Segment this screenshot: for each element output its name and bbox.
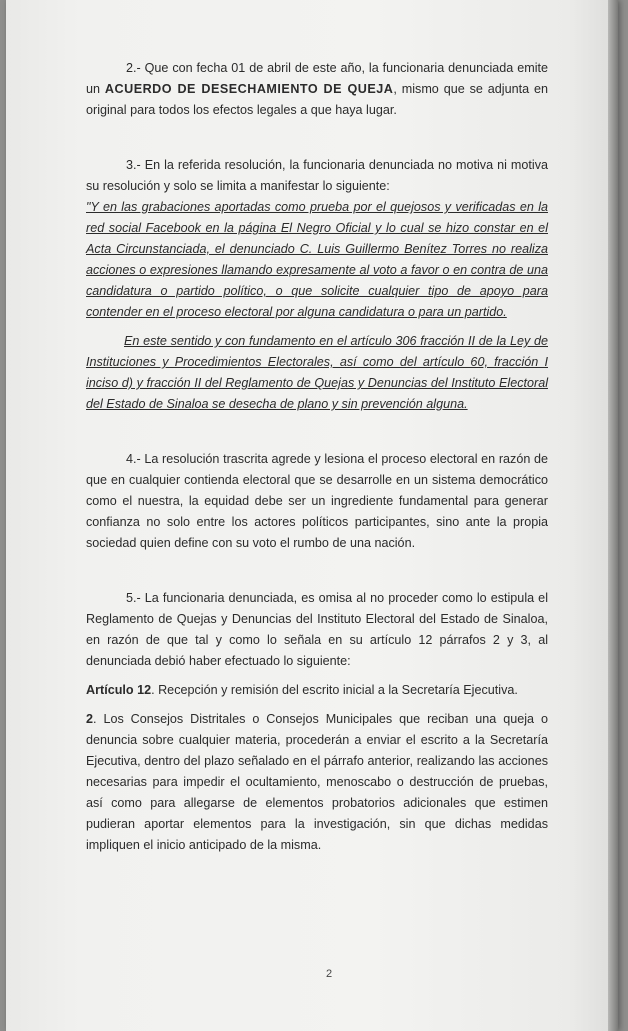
quote-paragraph-2: En este sentido y con fundamento en el artículo 306 fracción II de la Ley de Instituciones y Procedimientos Electorales, así como del artículo 60, fracción I inciso d) y fracción II del Reglamento de Quejas y Denuncias del Instituto Electoral del Estado de Sinaloa se desecha de plano y sin prevención alguna. — [86, 334, 548, 411]
article-heading: Artículo 12. Recepción y remisión del escrito inicial a la Secretaría Ejecutiva. — [86, 683, 518, 697]
document-page — [6, 0, 618, 1031]
page-number: 2 — [326, 968, 333, 980]
document-body — [86, 58, 548, 856]
paragraph-2: 2.- Que con fecha 01 de abril de este año, la funcionaria denunciada emite un ACUERDO DE DESECHAMIENTO DE QUEJA, mismo que se adjunta en original para todos los efectos legales a que haya lugar. — [86, 61, 549, 117]
bold-phrase: ACUERDO DE DESECHAMIENTO DE QUEJA — [104, 82, 394, 96]
paragraph-5: 5.- La funcionaria denunciada, es omisa al no proceder como lo estipula el Reglamento de Quejas y Denuncias del Instituto Electoral del Estado de Sinaloa, en razón de que tal y como lo señala en su artículo 12 párrafos 2 y 3, al denunciada debió haber efectuado lo siguiente: — [86, 591, 548, 668]
page-edge-shadow — [608, 0, 618, 1031]
article-paragraph-2: 2. Los Consejos Distritales o Consejos Municipales que reciban una queja o denuncia sobre cualquier materia, procederán a enviar el escrito a la Secretaría Ejecutiva, dentro del plazo señalado en el párrafo anterior, realizando las acciones necesarias para impedir el ocultamiento, menoscabo o destrucción de pruebas, así como para allegarse de elementos probatorios adicionales que estimen pudieran aportar elementos para la investigación, sin que dichas medidas impliquen el inicio anticipado de la misma. — [86, 712, 548, 852]
paragraph-3: 3.- En la referida resolución, la funcionaria denunciada no motiva ni motiva su resolución y solo se limita a manifestar lo siguiente: — [86, 158, 548, 193]
quote-paragraph-1: "Y en las grabaciones aportadas como prueba por el quejosos y verificadas en la red social Facebook en la página El Negro Oficial y lo cual se hizo constar en el Acta Circunstanciada, el denunciado C. Luis Guillermo Benítez Torres no realiza acciones o expresiones llamando expresamente al voto a favor o en contra de una candidatura o partido político, o que solicite cualquier tipo de apoyo para contender en el proceso electoral por alguna candidatura o para un partido. — [86, 200, 548, 319]
paragraph-4: 4.- La resolución trascrita agrede y lesiona el proceso electoral en razón de que en cualquier contienda electoral que se desarrolle en un sistema democrático como el nuestra, la equidad debe ser un ingrediente fundamental para generar confianza no solo entre los actores políticos participantes, sino ante la propia sociedad quien define con su voto el rumbo de una nación. — [86, 452, 548, 550]
